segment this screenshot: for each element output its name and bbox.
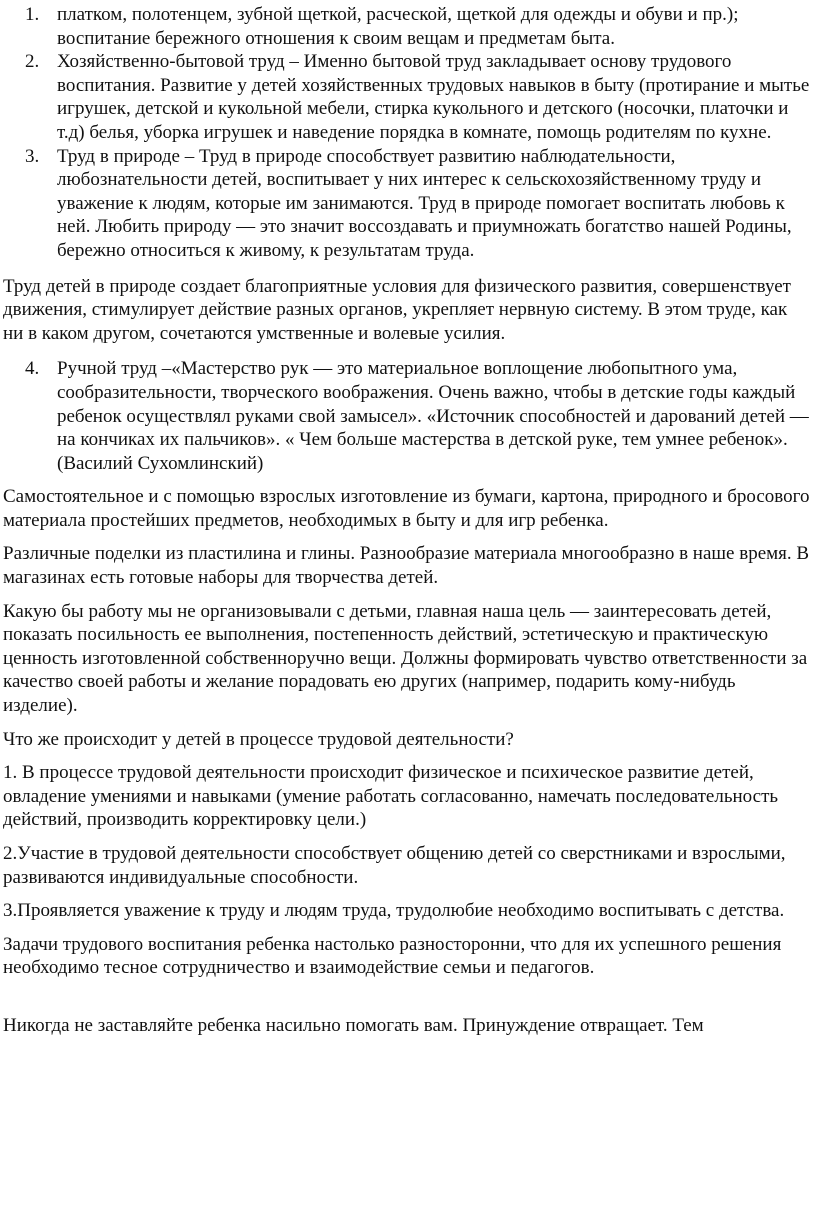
list-text: Хозяйственно-бытовой труд – Именно бытовой труд закладывает основу трудового воспитания. Развитие у детей хозяйственных трудовых навыков в быту (протирание и мытье игрушек, детской и кукольной мебели, стирка кукольного и детского (носочки, платочки и т.д) белья, уборка игрушек и наведение порядка в комнате, помощь родителям по кухне.	[57, 51, 810, 143]
list-item-2	[3, 50, 816, 144]
paragraph-point-2: 2.Участие в трудовой деятельности способствует общению детей со сверстниками и взрослыми, развиваются индивидуальные способности.	[3, 843, 786, 888]
paragraph-point-1: 1. В процессе трудовой деятельности происходит физическое и психическое развитие детей, овладение умениями и навыками (умение работать согласованно, намечать последовательность действий, производить корректировку цели.)	[3, 762, 779, 831]
paragraph-final-line: Никогда не заставляйте ребенка насильно помогать вам. Принуждение отвращает. Тем	[3, 1014, 704, 1036]
list-text: Труд в природе – Труд в природе способствует развитию наблюдательности, любознательности детей, воспитывает у них интерес к сельскохозяйственному труду и уважение к людям, которые им занимаются. Труд в природе помогает воспитать любовь к ней. Любить природу — это значит воссоздавать и приумножать богатство нашей Родины, бережно относиться к живому, к результатам труда.	[57, 145, 792, 261]
list-text: Ручной труд –«Мастерство рук — это материальное воплощение любопытного ума, сообразительности, творческого воображения. Очень важно, чтобы в детские годы каждый ребенок осуществлял руками свой замысел». «Источник способностей и дарований детей — на кончиках их пальчиков». « Чем больше мастерства в детской руке, тем умнее ребенок». (Василий Сухомлинский)	[57, 358, 809, 474]
list-number: 1.	[25, 4, 40, 25]
list-number: 3.	[25, 145, 40, 167]
list-item-3	[3, 145, 816, 263]
paragraph-tasks: Задачи трудового воспитания ребенка настолько разносторонни, что для их успешного решения необходимо тесное сотрудничество и взаимодействие семьи и педагогов.	[3, 933, 782, 979]
paragraph-nature-labor: Труд детей в природе создает благоприятные условия для физического развития, совершенствует движения, стимулирует действие разных органов, укрепляет нервную систему. В этом труде, как ни в каком другом, сочетаются умственные и волевые усилия.	[3, 275, 791, 344]
list-number: 2.	[25, 51, 40, 73]
paragraph-point-3: 3.Проявляется уважение к труду и людям труда, трудолюбие необходимо воспитывать с детства.	[3, 900, 785, 922]
paragraph-main-goal: Какую бы работу мы не организовывали с детьми, главная наша цель — заинтересовать детей, показать посильность ее выполнения, постепенность действий, эстетическую и практическую ценность изготовленной собственноручно вещи. Должны формировать чувство ответственности за качество своей работы и желание порадовать ею других (например, подарить кому-нибудь изделие).	[3, 600, 808, 717]
paragraph-self-made-items: Самостоятельное и с помощью взрослых изготовление из бумаги, картона, природного и бросового материала простейших предметов, необходимых в быту и для игр ребенка.	[3, 486, 810, 531]
list-text: платком, полотенцем, зубной щеткой, расческой, щеткой для одежды и обуви и пр.); воспитание бережного отношения к своим вещам и предметам быта.	[57, 4, 739, 49]
paragraph-clay-crafts: Различные поделки из пластилина и глины. Разнообразие материала многообразно в наше время. В магазинах есть готовые наборы для творчества детей.	[3, 543, 810, 589]
list-number: 4.	[25, 358, 40, 380]
list-item-4	[3, 357, 816, 475]
list-item-1	[3, 3, 816, 50]
paragraph-question: Что же происходит у детей в процессе трудовой деятельности?	[3, 728, 514, 750]
